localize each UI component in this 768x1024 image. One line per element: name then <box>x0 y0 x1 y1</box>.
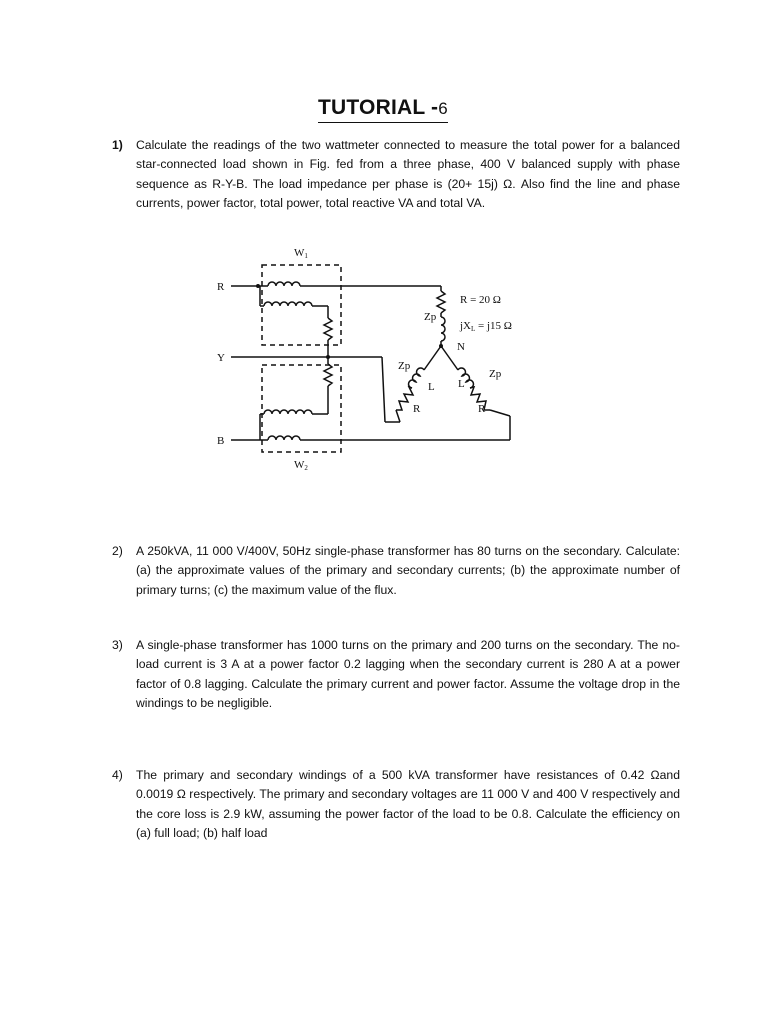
question-2 <box>112 542 680 600</box>
line-r-label: R <box>217 281 225 293</box>
question-text: The primary and secondary windings of a 500 kVA transformer have resistances of 0.42 Ωand 0.0019 Ω respectively. The primary and secondary voltages are 11 000 V and 400 V respectively and the core loss is 2.9 kW, assuming the power factor of the load to be 0.8. Calculate the efficiency on (a) full load; (b) half load <box>136 768 680 841</box>
question-1 <box>112 136 680 214</box>
line-b-label: B <box>217 435 225 447</box>
zp-left-label: Zp <box>398 360 411 372</box>
question-3 <box>112 636 680 714</box>
r-right-label: R <box>478 403 486 415</box>
w1-pressure-coil <box>264 302 312 306</box>
w1-label: W1 <box>294 247 308 260</box>
page-title <box>318 96 448 123</box>
zp-right-label: Zp <box>489 368 502 380</box>
wattmeter-1-box <box>262 265 341 345</box>
w2-pressure-coil <box>264 410 312 414</box>
zp-top-label: Zp <box>424 311 437 323</box>
question-number: 1) <box>112 138 123 152</box>
question-number: 4) <box>112 768 123 782</box>
l-left-label: L <box>428 381 435 393</box>
circuit-diagram <box>210 244 530 476</box>
wattmeter-2-box <box>262 365 341 452</box>
question-text: Calculate the readings of the two wattmeter connected to measure the total power for a balanced star-connected load shown in Fig. fed from a three phase, 400 V balanced supply with phase sequence as R-Y-B. The load impedance per phase is (20+ 15j) Ω. Also find the line and phase currents, power factor, total power, total reactive VA and total VA. <box>136 138 680 211</box>
question-number: 2) <box>112 544 123 558</box>
reactance-label: jXL = j15 Ω <box>460 320 512 333</box>
title-number: 6 <box>438 99 448 118</box>
question-text: A 250kVA, 11 000 V/400V, 50Hz single-phase transformer has 80 turns on the secondary. Calculate: (a) the approximate values of the primary and secondary currents; (b) the approximate number of primary turns; (c) the maximum value of the flux. <box>136 544 680 597</box>
w1-current-coil <box>268 282 300 286</box>
question-text: A single-phase transformer has 1000 turns on the primary and 200 turns on the secondary. The no-load current is 3 A at a power factor 0.2 lagging when the secondary current is 280 A at a power factor of 0.8 lagging. Calculate the primary current and power factor. Assume the voltage drop in the windings to be negligible. <box>136 638 680 711</box>
w2-label: W2 <box>294 459 308 472</box>
line-y-label: Y <box>217 352 225 364</box>
question-4 <box>112 766 680 844</box>
question-number: 3) <box>112 638 123 652</box>
resistance-label: R = 20 Ω <box>460 294 501 306</box>
w2-current-coil <box>268 436 300 440</box>
r-left-label: R <box>413 403 421 415</box>
neutral-label: N <box>457 341 465 353</box>
title-text: TUTORIAL - <box>318 96 439 119</box>
l-right-label: L <box>458 378 465 390</box>
